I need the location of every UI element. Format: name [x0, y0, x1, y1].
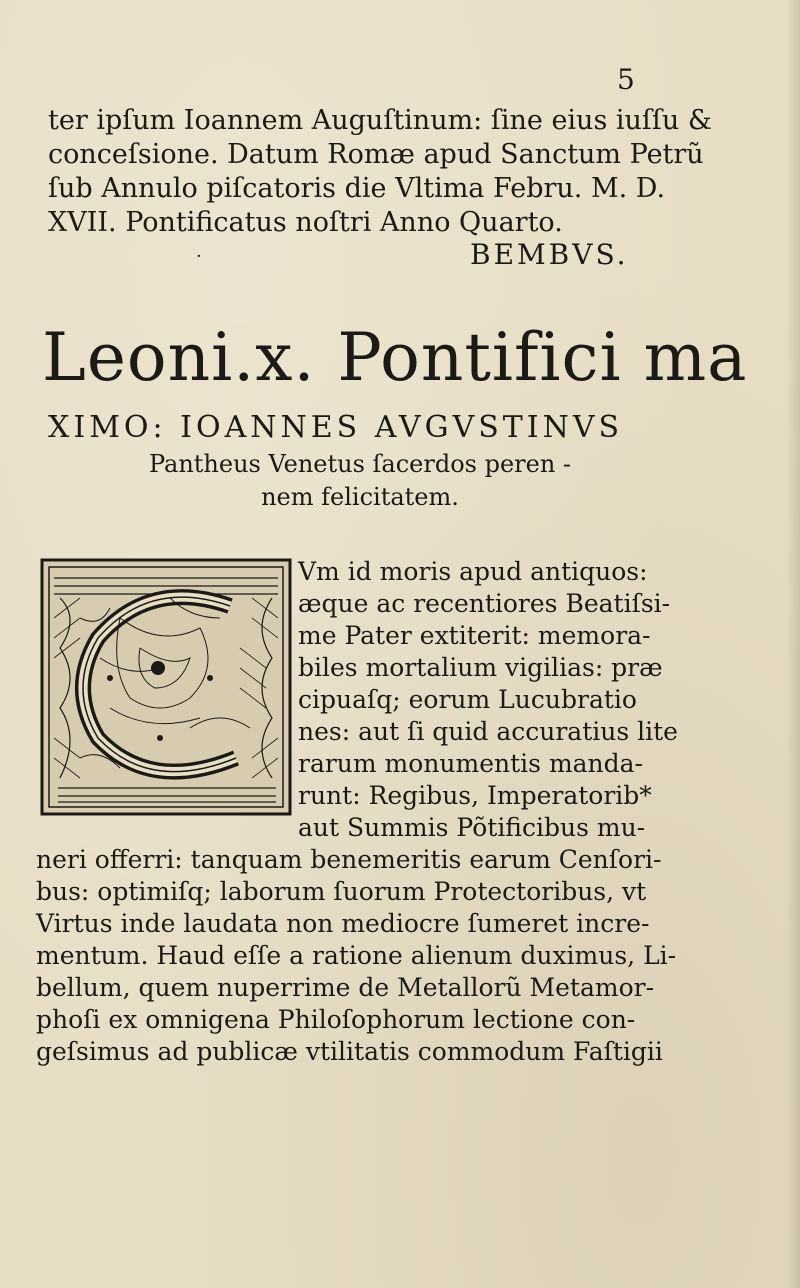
- text-line: neri offerri: tanquam benemeritis earum Cenſori-: [36, 845, 662, 874]
- text-line: geſsimus ad publicæ vtilitatis commodum Faſtigii: [36, 1037, 663, 1066]
- text-line: phoſi ex omnigena Philoſophorum lectione con-: [36, 1005, 636, 1034]
- text-line: rarum monumentis manda-: [298, 749, 644, 778]
- text-line: Vm id moris apud antiquos:: [298, 557, 648, 586]
- text-line: ſub Annulo piſcatoris die Vltima Febru. M. D.: [48, 173, 666, 204]
- text-line: mentum. Haud eſſe a ratione alienum duximus, Li-: [36, 941, 677, 970]
- text-line: XVII. Pontificatus noſtri Anno Quarto.: [48, 207, 563, 238]
- text-line: bus: optimiſq; laborum ſuorum Protectoribus, vt: [36, 877, 647, 906]
- text-line: conceſsione. Datum Romæ apud Sanctum Petrũ: [48, 139, 704, 170]
- text-line: biles mortalium vigilias: præ: [298, 653, 663, 682]
- dedication-title: Leoni.x. Pontifici ma: [42, 319, 748, 396]
- text-line: me Pater extiterit: memora-: [298, 621, 651, 650]
- woodcut-initial-C-icon: [40, 558, 292, 816]
- text-line: bellum, quem nuperrime de Metallorũ Metamor-: [36, 973, 655, 1002]
- text-line: æque ac recentiores Beatiſsi-: [298, 589, 671, 618]
- dedication-text: [100, 448, 620, 514]
- text-line: aut Summis Põtificibus mu-: [298, 813, 646, 842]
- text-line: nes: aut ſi quid accuratius lite: [298, 717, 678, 746]
- page-number: 5: [617, 63, 635, 96]
- dedication-line: Pantheus Venetus ſacerdos peren -: [148, 450, 572, 478]
- ink-speck: ·: [196, 246, 202, 267]
- signature: BEMBVS.: [470, 238, 629, 271]
- page-edge-shadow: [786, 0, 800, 1288]
- text-line: runt: Regibus, Imperatorib*: [298, 781, 652, 810]
- dedication-line: nem felicitatem.: [261, 483, 459, 511]
- text-line: cipuaſq; eorum Lucubratio: [298, 685, 637, 714]
- text-line: ter ipſum Ioannem Auguſtinum: ſine eius iuſſu &: [48, 105, 712, 136]
- dedication-subtitle: XIMO: IOANNES AVGVSTINVS: [48, 410, 624, 445]
- text-line: Virtus inde laudata non mediocre ſumeret incre-: [36, 909, 650, 938]
